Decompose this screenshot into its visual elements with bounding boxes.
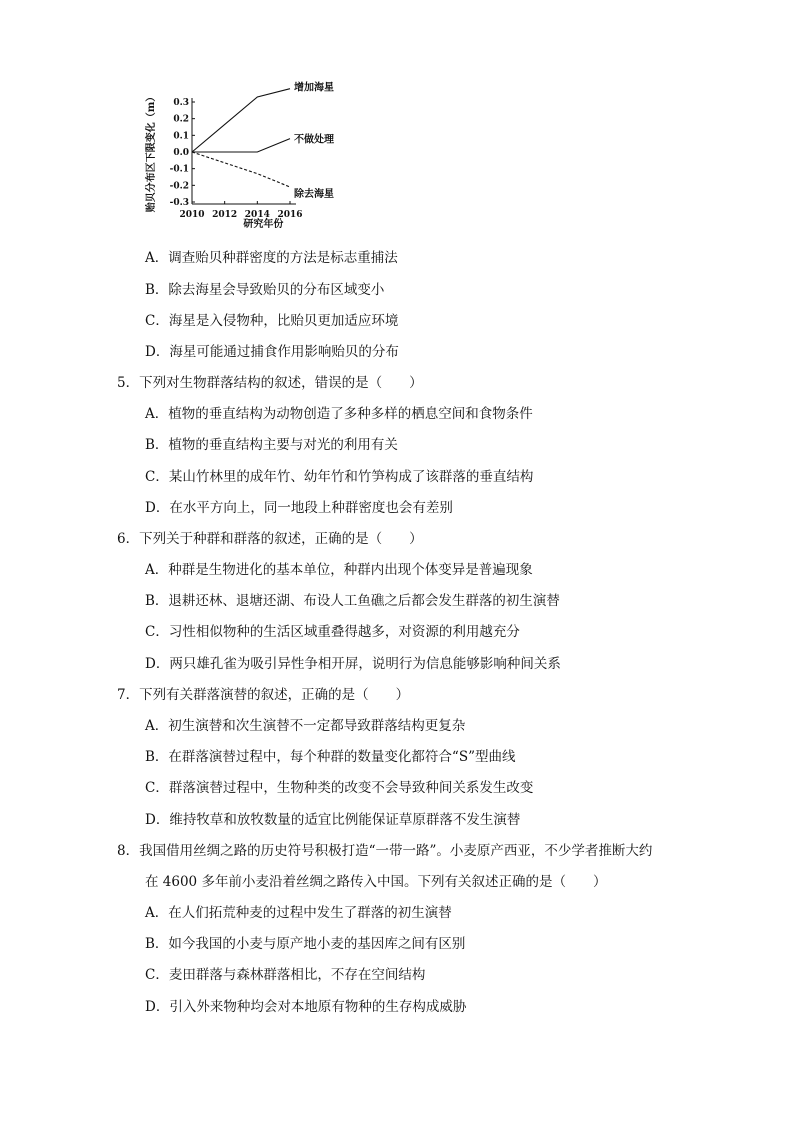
x-axis-title: 研究年份: [243, 219, 284, 230]
q8-option-d: D．引入外来物种均会对本地原有物种的生存构成威胁: [145, 999, 467, 1015]
q7-stem: 7．下列有关群落演替的叙述，正确的是（ ）: [117, 687, 410, 703]
q8-option-b: B．如今我国的小麦与原产地小麦的基因库之间有区别: [145, 936, 466, 952]
y-tick-label: -0.3: [169, 198, 189, 208]
series-label: 不做处理: [294, 134, 334, 146]
series-line: [192, 152, 290, 187]
chart-svg: [140, 82, 360, 236]
y-tick-label: -0.1: [169, 164, 189, 175]
q4-option-b: B．除去海星会导致贻贝的分布区域变小: [145, 282, 385, 298]
q5-option-b: B．植物的垂直结构主要与对光的利用有关: [145, 437, 398, 453]
y-tick-label: 0.3: [173, 98, 189, 108]
q7-option-c: C．群落演替过程中，生物种类的改变不会导致种间关系发生改变: [145, 780, 534, 796]
mussel-distribution-chart: [140, 82, 360, 236]
q4-option-c: C．海星是入侵物种，比贻贝更加适应环境: [145, 313, 399, 329]
q5-stem: 5．下列对生物群落结构的叙述，错误的是（ ）: [117, 375, 423, 391]
x-tick-label: 2016: [277, 210, 303, 220]
series-label: 除去海星: [294, 189, 334, 200]
q6-option-c: C．习性相似物种的生活区域重叠得越多，对资源的利用越充分: [145, 624, 520, 640]
q7-option-b: B．在群落演替过程中，每个种群的数量变化都符合“S”型曲线: [145, 749, 516, 765]
y-tick-label: 0.1: [173, 131, 189, 142]
x-tick-label: 2010: [179, 210, 205, 220]
q6-stem: 6．下列关于种群和群落的叙述，正确的是（ ）: [117, 531, 423, 547]
q4-option-d: D．海星可能通过捕食作用影响贻贝的分布: [145, 344, 399, 360]
y-axis-title: 贻贝分布区下限变化（m）: [146, 91, 157, 213]
series-label: 增加海星: [294, 82, 334, 94]
q6-option-d: D．两只雄孔雀为吸引异性争相开屏，说明行为信息能够影响种间关系: [145, 656, 561, 672]
x-tick-label: 2012: [212, 210, 238, 220]
q8-option-a: A．在人们拓荒种麦的过程中发生了群落的初生演替: [145, 905, 452, 921]
q8-option-c: C．麦田群落与森林群落相比，不存在空间结构: [145, 967, 426, 983]
series-line: [192, 89, 290, 152]
q7-option-d: D．维持牧草和放牧数量的适宜比例能保证草原群落不发生演替: [145, 812, 521, 828]
y-tick-label: 0.2: [173, 114, 189, 125]
q8-stem-line2: 在 4600 多年前小麦沿着丝绸之路传入中国。下列有关叙述正确的是（ ）: [145, 874, 607, 890]
q7-option-a: A．初生演替和次生演替不一定都导致群落结构更复杂: [145, 718, 466, 734]
q5-option-c: C．某山竹林里的成年竹、幼年竹和竹笋构成了该群落的垂直结构: [145, 469, 534, 485]
y-tick-label: -0.2: [169, 181, 189, 192]
q8-stem-line1: 8．我国借用丝绸之路的历史符号积极打造“一带一路”。小麦原产西亚，不少学者推断大约: [117, 843, 653, 859]
y-tick-label: 0.0: [173, 148, 189, 158]
q6-option-a: A．种群是生物进化的基本单位，种群内出现个体变异是普遍现象: [145, 562, 533, 578]
q6-option-b: B．退耕还林、退塘还湖、布设人工鱼礁之后都会发生群落的初生演替: [145, 593, 560, 609]
x-tick-label: 2014: [244, 210, 270, 220]
q5-option-a: A．植物的垂直结构为动物创造了多种多样的栖息空间和食物条件: [145, 406, 533, 422]
q5-option-d: D．在水平方向上，同一地段上种群密度也会有差别: [145, 500, 453, 516]
series-line: [192, 139, 290, 152]
q4-option-a: A．调查贻贝种群密度的方法是标志重捕法: [145, 250, 398, 266]
